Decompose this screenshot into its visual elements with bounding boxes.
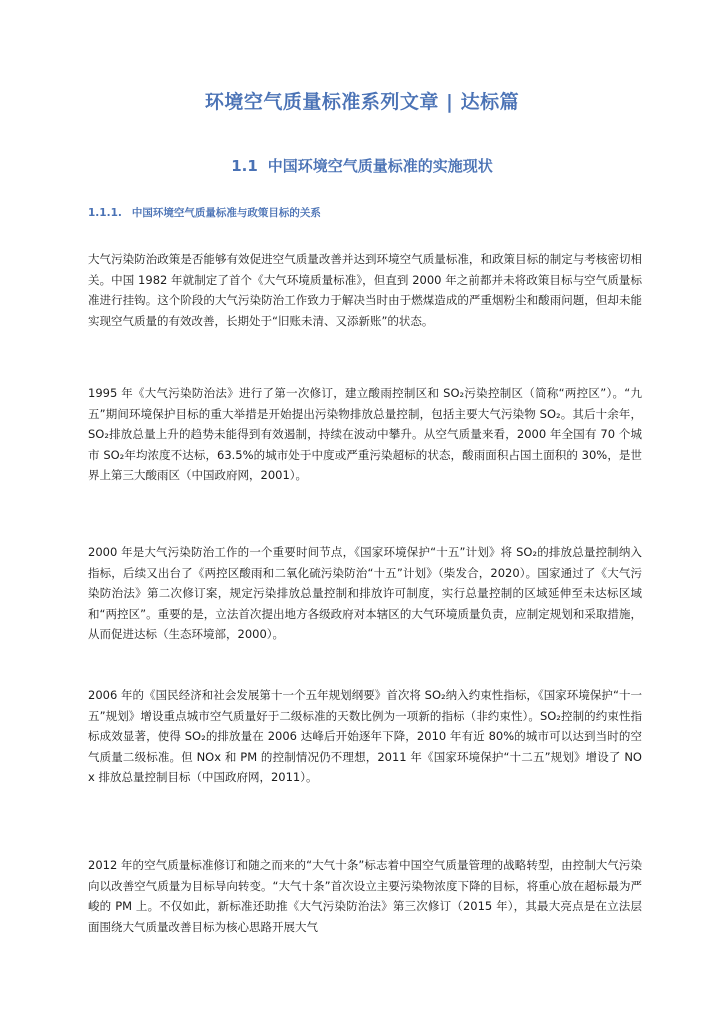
section-title: 中国环境空气质量标准的实施现状 (267, 157, 493, 175)
section-heading (0, 155, 724, 177)
subsection-title: 中国环境空气质量标准与政策目标的关系 (131, 207, 321, 219)
subsection-heading (88, 205, 321, 221)
section-number: 1.1 (231, 157, 258, 175)
paragraph: 2000 年是大气污染防治工作的一个重要时间节点，《国家环境保护“十五”计划》将 SO₂的排放总量控制纳入指标，后续又出台了《两控区酸雨和二氧化硫污染防治“十五”计划》（柴发合，2020）。国家通过了《大气污染防治法》第二次修订案，规定污染排放总量控制和排放许可制度，实行总量控制的区域延伸至未达标区域和“两控区”。重要的是，立法首次提出地方各级政府对本辖区的大气环境质量负责，应制定规划和采取措施，从而促进达标（生态环境部，2000）。 (88, 545, 642, 641)
subsection-number: 1.1.1. (88, 207, 122, 219)
paragraph: 大气污染防治政策是否能够有效促进空气质量改善并达到环境空气质量标准，和政策目标的制定与考核密切相关。中国 1982 年就制定了首个《大气环境质量标准》，但直到 2000 年之前都并未将政策目标与空气质量标准进行挂钩。这个阶段的大气污染防治工作致力于解决当时由于燃煤造成的严重烟粉尘和酸雨问题，但却未能实现空气质量的有效改善，长期处于“旧账未清、又添新账”的状态。 (88, 252, 642, 328)
paragraph: 1995 年《大气污染防治法》进行了第一次修订，建立酸雨控制区和 SO₂污染控制区（简称“两控区”）。“九五”期间环境保护目标的重大举措是开始提出污染物排放总量控制，包括主要大气污染物 SO₂。其后十余年，SO₂排放总量上升的趋势未能得到有效遏制，持续在波动中攀升。从空气质量来看，2000 年全国有 70 个城市 SO₂年均浓度不达标，63.5%的城市处于中度或严重污染超标的状态，酸雨面积占国土面积的 30%，是世界上第三大酸雨区（中国政府网，2001）。 (88, 386, 642, 482)
paragraph: 2012 年的空气质量标准修订和随之而来的“大气十条”标志着中国空气质量管理的战略转型，由控制大气污染向以改善空气质量为目标导向转变。“大气十条”首次设立主要污染物浓度下降的目标，将重心放在超标最为严峻的 PM 上。不仅如此，新标准还助推《大气污染防治法》第三次修订（2015 年），其最大亮点是在立法层面围绕大气质量改善目标为核心思路开展大气 (88, 858, 642, 934)
document-title: 环境空气质量标准系列文章 | 达标篇 (204, 91, 520, 113)
paragraph: 2006 年的《国民经济和社会发展第十一个五年规划纲要》首次将 SO₂纳入约束性指标，《国家环境保护“十一五”规划》增设重点城市空气质量好于二级标准的天数比例为一项新的指标（非约束性）。SO₂控制的约束性指标成效显著，使得 SO₂的排放量在 2006 达峰后开始逐年下降，2010 年有近 80%的城市可以达到当时的空气质量二级标准。但 NOx 和 PM 的控制情况仍不理想，2011 年《国家环境保护“十二五”规划》增设了 NOx 排放总量控制目标（中国政府网，2011）。 (88, 688, 642, 784)
